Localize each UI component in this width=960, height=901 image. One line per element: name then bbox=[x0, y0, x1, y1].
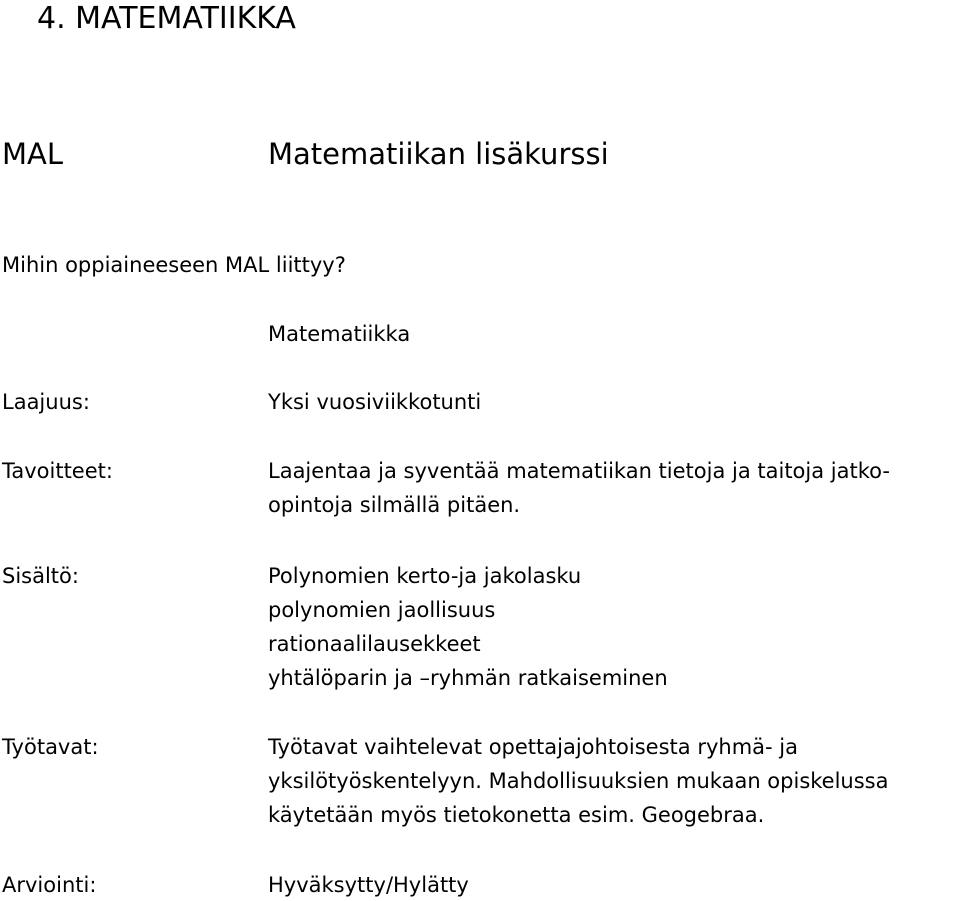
course-code: MAL bbox=[2, 137, 64, 171]
sisalto-item: polynomien jaollisuus bbox=[268, 598, 496, 622]
laajuus-label: Laajuus: bbox=[2, 390, 90, 414]
subject-question: Mihin oppiaineeseen MAL liittyy? bbox=[2, 253, 346, 277]
tavoitteet-text bbox=[268, 454, 890, 522]
subject-answer: Matematiikka bbox=[268, 322, 411, 346]
tyotavat-line: Työtavat vaihtelevat opettajajohtoisesta ryhmä- ja bbox=[268, 735, 798, 759]
tyotavat-text bbox=[268, 730, 888, 832]
page-heading: 4. MATEMATIIKKA bbox=[37, 1, 296, 36]
sisalto-list bbox=[268, 559, 668, 695]
course-name: Matematiikan lisäkurssi bbox=[268, 137, 609, 171]
sisalto-item: Polynomien kerto-ja jakolasku bbox=[268, 564, 582, 588]
arviointi-label: Arviointi: bbox=[2, 873, 97, 897]
tavoitteet-label: Tavoitteet: bbox=[2, 459, 113, 483]
sisalto-label: Sisältö: bbox=[2, 564, 79, 588]
sisalto-item: rationaalilausekkeet bbox=[268, 632, 481, 656]
tyotavat-line: käytetään myös tietokonetta esim. Geogebraa. bbox=[268, 803, 765, 827]
laajuus-value: Yksi vuosiviikkotunti bbox=[268, 390, 482, 414]
tavoitteet-line: opintoja silmällä pitäen. bbox=[268, 493, 521, 517]
sisalto-item: yhtälöparin ja –ryhmän ratkaiseminen bbox=[268, 666, 668, 690]
tyotavat-line: yksilötyöskentelyyn. Mahdollisuuksien mukaan opiskelussa bbox=[268, 769, 889, 793]
tavoitteet-line: Laajentaa ja syventää matematiikan tietoja ja taitoja jatko- bbox=[268, 459, 890, 483]
tyotavat-label: Työtavat: bbox=[2, 735, 99, 759]
arviointi-value: Hyväksytty/Hylätty bbox=[268, 873, 469, 897]
